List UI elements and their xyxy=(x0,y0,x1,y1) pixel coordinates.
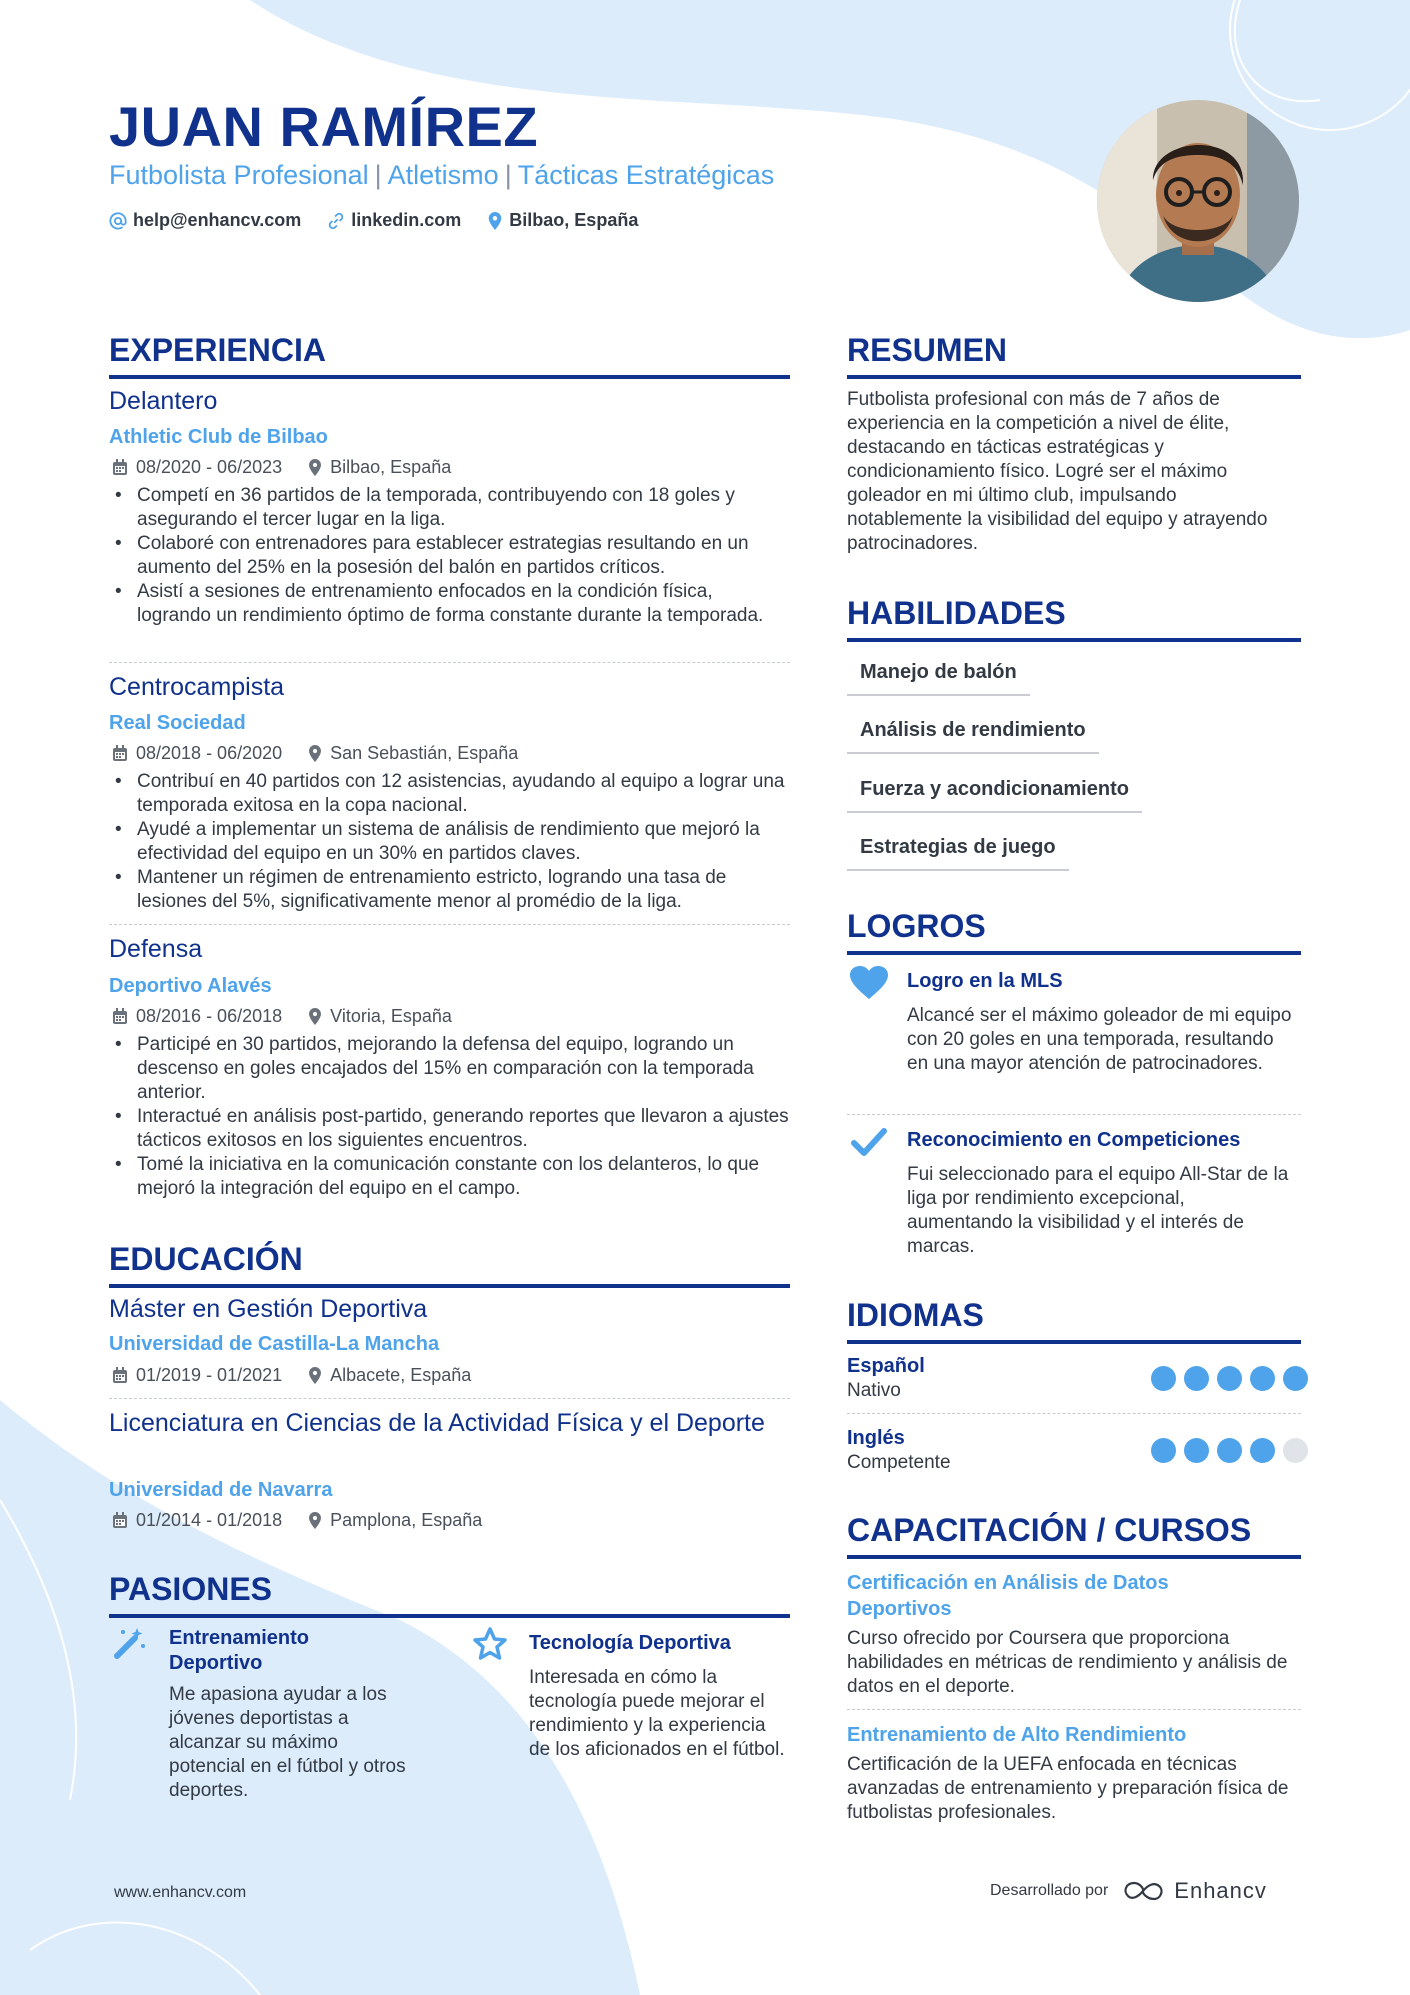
education-meta xyxy=(112,1365,497,1386)
location-pin-icon xyxy=(308,459,322,476)
location-pin-icon xyxy=(308,745,322,762)
calendar-icon xyxy=(112,459,128,476)
education-dates: 01/2019 - 01/2021 xyxy=(136,1365,283,1385)
job-dates: 08/2018 - 06/2020 xyxy=(136,743,283,763)
headline-separator: | xyxy=(374,160,382,190)
location-pin-icon xyxy=(487,212,503,230)
profile-photo xyxy=(1097,100,1299,302)
list-item: • Interactué en análisis post-partido, generando reportes que llevaron a ajustes tácticos exitosos en los siguientes encuentros. xyxy=(109,1105,789,1153)
course-title: Entrenamiento de Alto Rendimiento xyxy=(847,1724,1187,1746)
degree-title: Máster en Gestión Deportiva xyxy=(109,1295,428,1323)
language-name: Inglés xyxy=(847,1427,905,1449)
rating-dot-filled xyxy=(1184,1438,1209,1463)
list-item: • Colaboré con entrenadores para establecer estrategias resultando en un aumento del 25% en la posesión del balón en partidos críticos. xyxy=(109,532,789,580)
checkmark-icon xyxy=(851,1127,887,1157)
rating-dot-filled xyxy=(1250,1366,1275,1391)
rating-dot-filled xyxy=(1283,1366,1308,1391)
powered-by-text: Desarrollado por xyxy=(990,1882,1109,1899)
school-name: Universidad de Castilla-La Mancha xyxy=(109,1333,440,1355)
job-bullets xyxy=(109,770,789,914)
passion-title: Entrenamiento Deportivo xyxy=(169,1627,310,1674)
achievement-desc: Fui seleccionado para el equipo All-Star de la liga por rendimiento excepcional, aumentando la visibilidad y el interés de marcas. xyxy=(907,1164,1289,1257)
job-bullets xyxy=(109,1033,789,1201)
divider xyxy=(847,1709,1301,1710)
rating-dot-filled xyxy=(1250,1438,1275,1463)
language-rating xyxy=(1143,1366,1308,1391)
language-level: Competente xyxy=(847,1452,951,1473)
passion-desc: Me apasiona ayudar a los jóvenes deportistas a alcanzar su máximo potencial en el fútbol y otros deportes. xyxy=(169,1684,406,1801)
headline-item: Futbolista Profesional xyxy=(109,160,369,190)
divider xyxy=(847,1413,1301,1414)
headline xyxy=(109,160,774,191)
job-company: Real Sociedad xyxy=(109,712,246,734)
education-location: Albacete, España xyxy=(330,1365,472,1385)
footer-url[interactable]: www.enhancv.com xyxy=(114,1884,247,1901)
contact-email[interactable] xyxy=(109,210,301,231)
rating-dot-filled xyxy=(1217,1438,1242,1463)
languages-section-title: IDIOMAS xyxy=(847,1297,1301,1344)
calendar-icon xyxy=(112,1512,128,1529)
contact-bar xyxy=(109,210,664,231)
job-title: Delantero xyxy=(109,387,218,415)
link-icon xyxy=(327,212,345,230)
job-title: Centrocampista xyxy=(109,673,285,701)
passion-title: Tecnología Deportiva xyxy=(529,1632,731,1654)
calendar-icon xyxy=(112,1008,128,1025)
location-pin-icon xyxy=(308,1512,322,1529)
rating-dot-filled xyxy=(1217,1366,1242,1391)
course-desc: Curso ofrecido por Coursera que proporciona habilidades en métricas de rendimiento y análisis de datos en el deporte. xyxy=(847,1628,1288,1697)
school-name: Universidad de Navarra xyxy=(109,1479,333,1501)
education-location: Pamplona, España xyxy=(330,1510,483,1530)
job-dates: 08/2020 - 06/2023 xyxy=(136,457,283,477)
summary-text: Futbolista profesional con más de 7 años de experiencia en la competición a nivel de élite, destacando en tácticas estratégicas y condicionamiento físico. Logré ser el máximo goleador en mi último club, impulsando notablemente la visibilidad del equipo y atrayendo patrocinadores. xyxy=(847,389,1268,554)
skill-tag: Estrategias de juego xyxy=(847,836,1069,871)
list-item: • Asistí a sesiones de entrenamiento enfocados en la condición física, logrando un rendimiento óptimo de forma constante durante la temporada. xyxy=(109,580,789,628)
headline-item: Atletismo xyxy=(387,160,499,190)
footer-brand xyxy=(990,1878,1267,1904)
divider xyxy=(109,1398,790,1399)
rating-dot-filled xyxy=(1151,1438,1176,1463)
divider xyxy=(109,662,790,663)
skill-tag: Fuerza y acondicionamiento xyxy=(847,778,1142,813)
headline-item: Tácticas Estratégicas xyxy=(517,160,775,190)
job-location: Bilbao, España xyxy=(330,457,452,477)
job-title: Defensa xyxy=(109,935,203,963)
location-text: Bilbao, España xyxy=(509,210,639,230)
email-text: help@enhancv.com xyxy=(133,210,302,230)
candidate-name: JUAN RAMÍREZ xyxy=(109,95,539,158)
experience-section-title: EXPERIENCIA xyxy=(109,332,790,379)
headline-separator: | xyxy=(504,160,512,190)
divider xyxy=(109,924,790,925)
list-item: • Participé en 30 partidos, mejorando la defensa del equipo, logrando un descenso en goles encajados del 15% en comparación con la temporada anterior. xyxy=(109,1033,789,1105)
education-section-title: EDUCACIÓN xyxy=(109,1241,790,1288)
calendar-icon xyxy=(112,1367,128,1384)
courses-section-title: CAPACITACIÓN / CURSOS xyxy=(847,1512,1301,1559)
at-sign-icon xyxy=(109,212,127,230)
list-item: • Ayudé a implementar un sistema de análisis de rendimiento que mejoró la efectividad del equipo en un 30% en partidos claves. xyxy=(109,818,789,866)
course-desc: Certificación de la UEFA enfocada en técnicas avanzadas de entrenamiento y preparación física de futbolistas profesionales. xyxy=(847,1754,1289,1823)
achievements-section-title: LOGROS xyxy=(847,908,1301,955)
job-company: Deportivo Alavés xyxy=(109,975,272,997)
star-icon xyxy=(472,1626,508,1662)
job-meta xyxy=(112,743,544,764)
passion-desc: Interesada en cómo la tecnología puede mejorar el rendimiento y la experiencia de los aficionados en el fútbol. xyxy=(529,1667,785,1760)
contact-location xyxy=(487,210,638,231)
location-pin-icon xyxy=(308,1367,322,1384)
achievement-desc: Alcancé ser el máximo goleador de mi equipo con 20 goles en una temporada, resultando en una mayor atención de patrocinadores. xyxy=(907,1005,1292,1074)
degree-title: Licenciatura en Ciencias de la Actividad Física y el Deporte xyxy=(109,1409,765,1437)
course-title: Certificación en Análisis de Datos Deportivos xyxy=(847,1572,1169,1620)
skills-section-title: HABILIDADES xyxy=(847,595,1301,642)
job-dates: 08/2016 - 06/2018 xyxy=(136,1006,283,1026)
location-pin-icon xyxy=(308,1008,322,1025)
list-item: • Mantener un régimen de entrenamiento estricto, logrando una tasa de lesiones del 5%, significativamente menor al promédio de la liga. xyxy=(109,866,789,914)
list-item: • Contribuí en 40 partidos con 12 asistencias, ayudando al equipo a lograr una temporada exitosa en la copa nacional. xyxy=(109,770,789,818)
language-name: Español xyxy=(847,1355,925,1377)
job-location: Vitoria, España xyxy=(330,1006,452,1026)
language-rating xyxy=(1143,1438,1308,1463)
passions-section-title: PASIONES xyxy=(109,1571,790,1618)
skill-tag: Manejo de balón xyxy=(847,661,1030,696)
rating-dot-empty xyxy=(1283,1438,1308,1463)
rating-dot-filled xyxy=(1184,1366,1209,1391)
achievement-title: Logro en la MLS xyxy=(907,970,1063,992)
contact-linkedin[interactable] xyxy=(327,210,461,231)
job-bullets xyxy=(109,484,789,628)
education-meta xyxy=(112,1510,508,1531)
job-company: Athletic Club de Bilbao xyxy=(109,426,328,448)
calendar-icon xyxy=(112,745,128,762)
job-meta xyxy=(112,1006,478,1027)
magic-wand-icon xyxy=(113,1626,147,1660)
brand-name: Enhancv xyxy=(1174,1878,1267,1903)
education-dates: 01/2014 - 01/2018 xyxy=(136,1510,283,1530)
job-meta xyxy=(112,457,477,478)
enhancv-logo-icon xyxy=(1120,1879,1166,1903)
job-location: San Sebastián, España xyxy=(330,743,519,763)
list-item: • Competí en 36 partidos de la temporada, contribuyendo con 18 goles y asegurando el tercer lugar en la liga. xyxy=(109,484,789,532)
rating-dot-filled xyxy=(1151,1366,1176,1391)
achievement-title: Reconocimiento en Competiciones xyxy=(907,1129,1241,1151)
heart-icon xyxy=(849,965,889,1001)
divider xyxy=(847,1114,1301,1115)
language-level: Nativo xyxy=(847,1380,901,1401)
list-item: • Tomé la iniciativa en la comunicación constante con los delanteros, lo que mejoró la integración del equipo en el campo. xyxy=(109,1153,789,1201)
linkedin-text: linkedin.com xyxy=(351,210,462,230)
skill-tag: Análisis de rendimiento xyxy=(847,719,1099,754)
summary-section-title: RESUMEN xyxy=(847,332,1301,379)
